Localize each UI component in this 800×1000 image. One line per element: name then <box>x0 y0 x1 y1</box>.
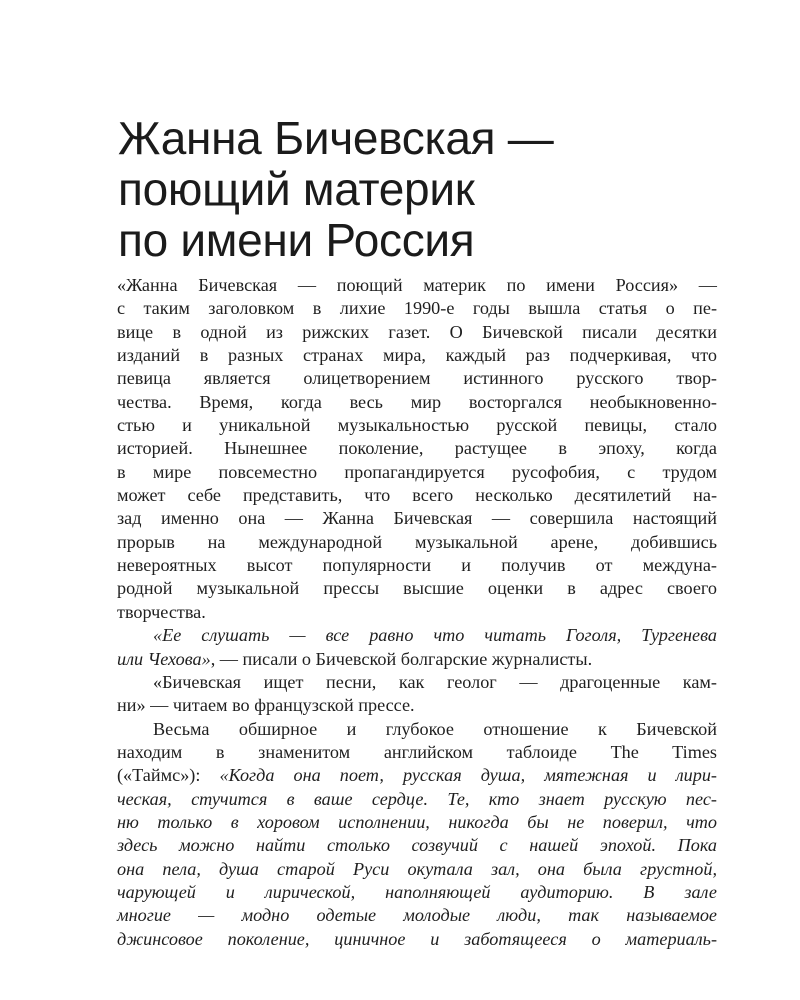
text-line: стью и уникальной музыкальностью русской певицы, стало <box>117 415 717 436</box>
quote-fragment: «Когда она поет, русская душа, мятежная и лири- <box>219 765 717 786</box>
text-line: «Бичевская ищет песни, как геолог — драгоценные кам- <box>153 671 717 692</box>
chapter-title <box>118 113 738 266</box>
quote-line: ческая, стучится в ваше сердце. Те, кто знает русскую пес- <box>117 788 717 809</box>
text-line: изданий в разных странах мира, каждый раз подчеркивая, что <box>117 345 717 366</box>
text-fragment: , — писали о Бичевской болгарские журналисты. <box>210 648 593 669</box>
quote-line: здесь можно найти столько созвучий с нашей эпохой. Пока <box>117 835 717 856</box>
text-line <box>117 648 717 671</box>
quote-line: джинсовое поколение, циничное и заботящееся о материаль- <box>117 928 717 949</box>
text-line: «Жанна Бичевская — поющий материк по имени Россия» — <box>117 275 717 295</box>
quote-line: она пела, душа старой Руси окутала зал, она была грустной, <box>117 858 717 879</box>
text-line: зад именно она — Жанна Бичевская — совершила настоящий <box>117 508 717 529</box>
text-line: в мире повсеместно пропагандируется русофобия, с трудом <box>117 461 717 482</box>
text-line: вице в одной из рижских газет. О Бичевской писали десятки <box>117 321 717 342</box>
text-line: родной музыкальной прессы высшие оценки в адрес своего <box>117 578 717 599</box>
chapter-title-line: Жанна Бичевская — <box>118 112 554 164</box>
quote-line: ню только в хоровом исполнении, никогда бы не поверил, что <box>117 811 717 832</box>
text-line <box>117 764 717 787</box>
quote-line: чарующей и лирической, наполняющей аудиторию. В зале <box>117 881 717 902</box>
text-line: находим в знаменитом английском таблоиде The Times <box>117 741 717 762</box>
quote-fragment: или Чехова» <box>117 648 211 669</box>
text-line: творчества. <box>117 601 206 622</box>
text-line: прорыв на международной музыкальной арене, добившись <box>117 531 717 552</box>
quote-line: многие — модно одетые молодые люди, так называемое <box>117 905 717 926</box>
text-line: с таким заголовком в лихие 1990-е годы вышла статья о пе- <box>117 298 717 319</box>
text-line: невероятных высот популярности и получив от междуна- <box>117 555 717 576</box>
quote-line: «Ее слушать — все равно что читать Гоголя, Тургенева <box>153 625 717 646</box>
text-line: ни» — читаем во французской прессе. <box>117 695 415 716</box>
text-line: Весьма обширное и глубокое отношение к Бичевской <box>153 718 717 739</box>
text-line: может себе представить, что всего несколько десятилетий на- <box>117 485 717 506</box>
chapter-body <box>117 274 717 951</box>
chapter-title-line: по имени Россия <box>118 214 475 266</box>
chapter-title-line: поющий материк <box>118 163 475 215</box>
text-line: певица является олицетворением истинного русского твор- <box>117 368 717 389</box>
text-line: чества. Время, когда весь мир восторгался необыкновенно- <box>117 391 717 412</box>
text-fragment: («Таймс»): <box>117 765 220 786</box>
text-line: историей. Нынешнее поколение, растущее в эпоху, когда <box>117 438 717 459</box>
